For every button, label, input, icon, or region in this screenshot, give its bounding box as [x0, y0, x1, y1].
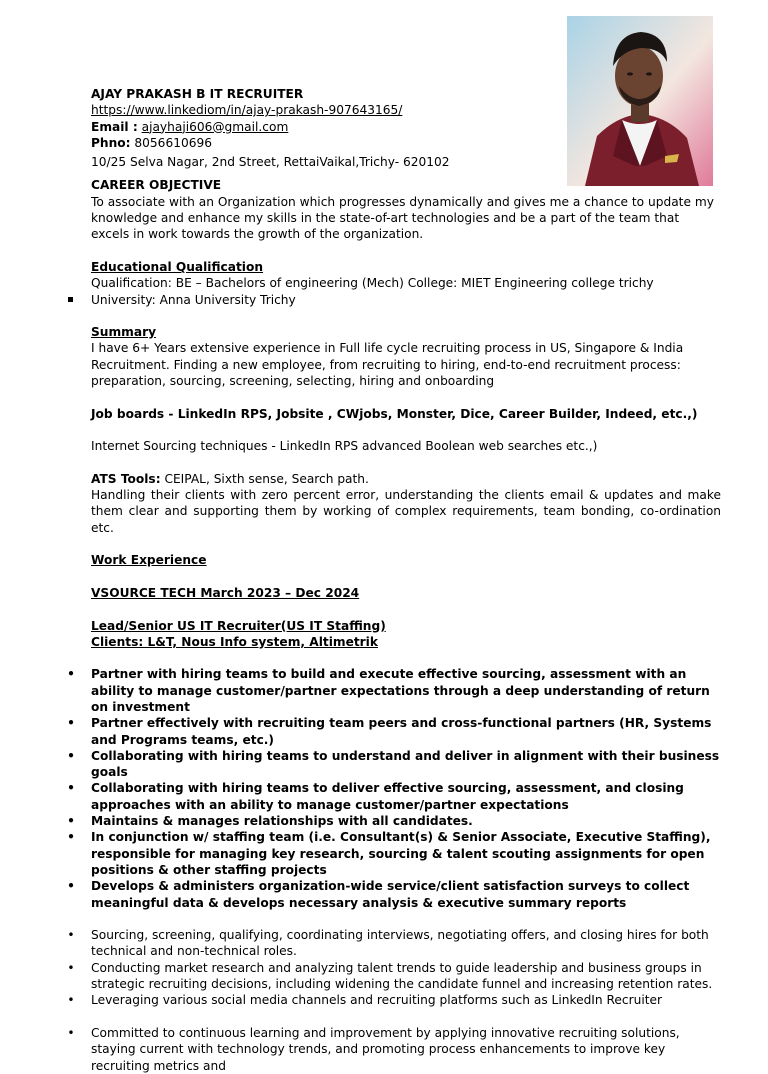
bullet-icon: •	[67, 814, 75, 829]
responsibilities-bold-list	[67, 666, 721, 910]
list-item-text: Maintains & manages relationships with all candidates.	[91, 814, 473, 829]
career-objective-heading: CAREER OBJECTIVE	[91, 178, 222, 193]
bullet-icon: •	[67, 993, 75, 1008]
list-item-text: Partner effectively with recruiting team peers and cross-functional partners (HR, Systems and Programs teams, etc.)	[91, 716, 712, 747]
email-label: Email :	[91, 119, 138, 134]
client-handling-text: Handling their clients with zero percent error, understanding the clients email & updates and make them clear and supporting them by working of complex requirements, team bonding, co-ordination etc.	[91, 488, 721, 535]
bullet-icon: •	[67, 928, 75, 943]
phone-number: 8056610696	[134, 135, 212, 150]
list-item	[67, 829, 721, 878]
bullet-icon: •	[67, 667, 75, 682]
list-item-text: Collaborating with hiring teams to understand and deliver in alignment with their business goals	[91, 748, 720, 780]
candidate-name-title: AJAY PRAKASH B IT RECRUITER	[91, 87, 304, 101]
bullet-icon: •	[67, 879, 75, 894]
education-heading: Educational Qualification	[91, 259, 264, 274]
company-line: VSOURCE TECH March 2023 – Dec 2024	[91, 585, 360, 600]
bullet-icon: •	[67, 748, 75, 763]
summary-heading: Summary	[91, 325, 157, 340]
education-university: University: Anna University Trichy	[91, 292, 296, 307]
career-objective-text: To associate with an Organization which progresses dynamically and gives me a chance to update my knowledge and enhance my skills in the state-of-art technologies and be a part of the team that excels in work towards the growth of the organization.	[91, 194, 714, 242]
education-qualification: Qualification: BE – Bachelors of engineering (Mech) College: MIET Engineering college trichy	[91, 276, 654, 291]
square-bullet-icon	[68, 297, 73, 302]
bullet-icon: •	[67, 960, 75, 975]
address: 10/25 Selva Nagar, 2nd Street, RettaiVaikal,Trichy- 620102	[91, 155, 450, 170]
responsibilities-list-continued	[67, 1025, 721, 1074]
list-item	[67, 960, 721, 993]
list-item-text: In conjunction w/ staffing team (i.e. Consultant(s) & Senior Associate, Executive Staffing), responsible for managing key research, sourcing & talent scouting assignments for open positions & other staffing projects	[91, 830, 711, 877]
resume-document	[67, 86, 721, 1074]
list-item	[67, 878, 721, 911]
ats-value: CEIPAL, Sixth sense, Search path.	[160, 471, 369, 486]
education-university-item	[91, 292, 721, 308]
bullet-icon: •	[67, 830, 75, 845]
ats-tools-line	[91, 471, 721, 487]
ats-label: ATS Tools:	[91, 471, 161, 486]
list-item-text: Partner with hiring teams to build and execute effective sourcing, assessment with an ability to manage customer/partner expectations through a deep understanding of return on investment	[91, 667, 710, 714]
list-item-text: Sourcing, screening, qualifying, coordinating interviews, negotiating offers, and closing hires for both technical and non-technical roles.	[91, 928, 709, 959]
list-item	[67, 813, 721, 829]
bullet-icon: •	[67, 1025, 75, 1040]
internet-sourcing: Internet Sourcing techniques - LinkedIn RPS advanced Boolean web searches etc.,)	[91, 439, 598, 454]
job-boards: Job boards - LinkedIn RPS, Jobsite , CWjobs, Monster, Dice, Career Builder, Indeed, etc.,)	[91, 406, 698, 421]
clients-line: Clients: L&T, Nous Info system, Altimetrik	[91, 634, 378, 649]
list-item-text: Develops & administers organization-wide service/client satisfaction surveys to collect meaningful data & develops necessary analysis & executive summary reports	[91, 879, 690, 910]
responsibilities-list	[67, 927, 721, 1008]
list-item	[67, 748, 721, 781]
list-item	[67, 927, 721, 960]
role-line: Lead/Senior US IT Recruiter(US IT Staffing)	[91, 618, 386, 633]
list-item-text: Leveraging various social media channels and recruiting platforms such as LinkedIn Recruiter	[91, 993, 663, 1008]
list-item-text: Committed to continuous learning and improvement by applying innovative recruiting solutions, staying current with technology trends, and promoting process enhancements to improve key recruiting metrics and	[91, 1025, 680, 1073]
list-item	[67, 715, 721, 748]
list-item-text: Collaborating with hiring teams to deliver effective sourcing, assessment, and closing approaches with an ability to manage customer/partner expectations	[91, 781, 684, 812]
bullet-icon: •	[67, 781, 75, 796]
email-link[interactable]: ajayhaji606@gmail.com	[141, 119, 289, 134]
work-experience-heading: Work Experience	[91, 553, 207, 568]
email-line	[91, 119, 721, 135]
list-item	[67, 780, 721, 813]
phone-label: Phno:	[91, 135, 131, 150]
linkedin-link[interactable]: https://www.linkediom/in/ajay-prakash-907643165/	[91, 103, 403, 118]
list-item-text: Conducting market research and analyzing talent trends to guide leadership and business groups in strategic recruiting decisions, including widening the candidate funnel and increasing retention rates.	[91, 960, 713, 992]
bullet-icon: •	[67, 716, 75, 731]
list-item	[67, 992, 721, 1008]
list-item	[67, 1025, 721, 1074]
phone-line	[91, 135, 721, 151]
list-item	[67, 666, 721, 715]
summary-text: I have 6+ Years extensive experience in Full life cycle recruiting process in US, Singapore & India Recruitment. Finding a new employee, from recruiting to hiring, end-to-end recruitment process: preparation, sourcing, screening, selecting, hiring and onboarding	[91, 341, 684, 389]
